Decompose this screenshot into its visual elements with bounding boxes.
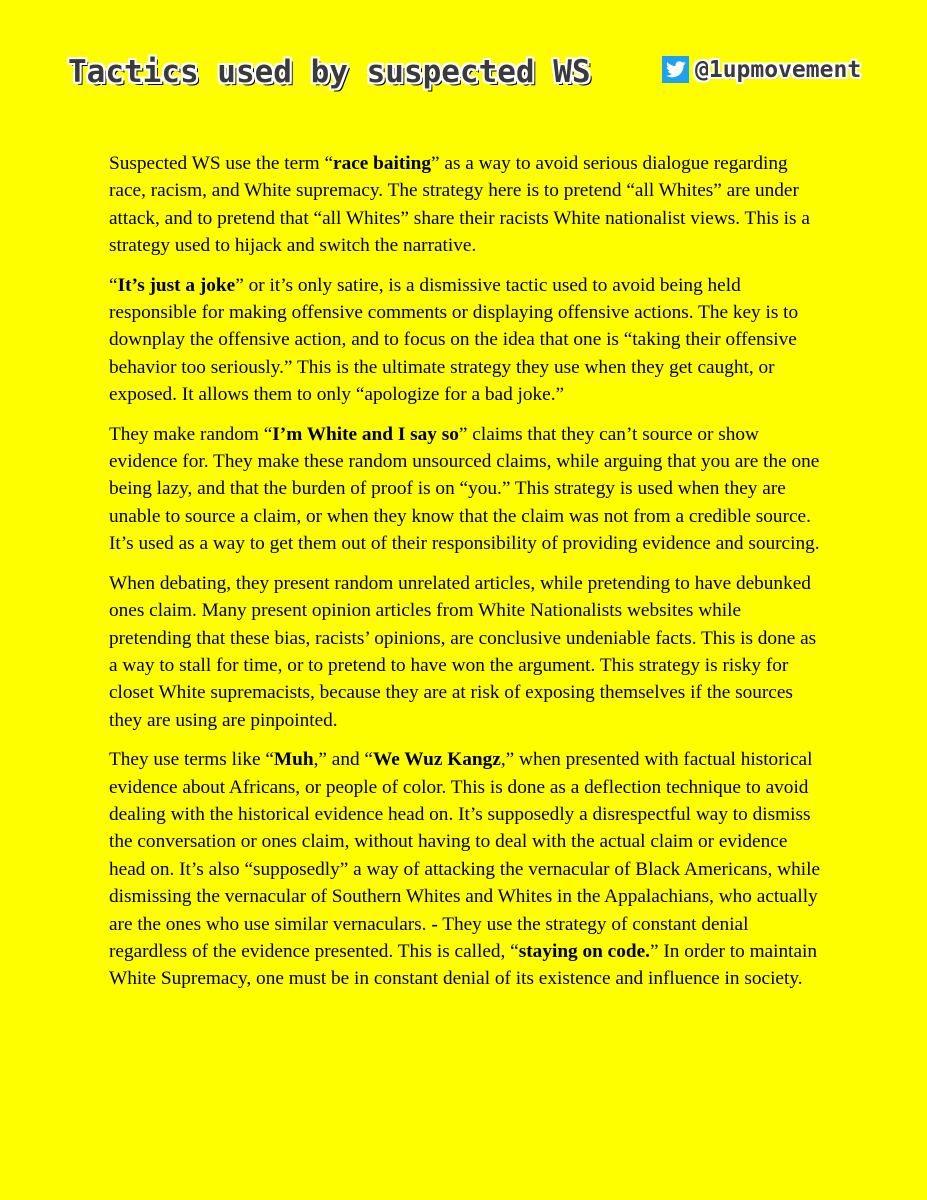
paragraph-i-say-so — [109, 421, 824, 558]
paragraph-text: ,” and “ — [313, 749, 373, 771]
bold-term: It’s just a joke — [117, 274, 236, 296]
paragraph-text: ” as a way to avoid serious dialogue regarding race, racism, and White supremacy. The strategy here is to pretend “all Whites” are under attack, and to pretend that “all Whites” share their racists White nationalist views. This is a strategy used to hijack and switch the narrative. — [109, 153, 810, 257]
twitter-handle-banner — [662, 56, 861, 83]
bold-term: We Wuz Kangz — [373, 749, 501, 771]
paragraph-text: They use the strategy of constant denial regardless of the evidence presented. This is called, “ — [109, 913, 749, 962]
bold-term: I’m White and I say so — [272, 423, 459, 445]
paragraph-debating: When debating, they present random unrelated articles, while pretending to have debunked ones claim. Many present opinion articles from White Nationalists websites while pretending that these bias, racists’ opinions, are conclusive undeniable facts. This is done as a way to stall for time, or to pretend to have won the argument. This strategy is risky for closet White supremacists, because they are at risk of exposing themselves if the sources they are using are pinpointed. — [109, 572, 817, 731]
bold-dash: - — [431, 913, 438, 935]
paragraph-text: They use terms like “ — [109, 749, 274, 771]
twitter-bird-icon — [662, 56, 689, 83]
article-body — [109, 150, 824, 1005]
bold-term: race baiting — [333, 153, 432, 174]
paragraph-race-baiting — [109, 150, 824, 260]
paragraph-text: “ — [109, 274, 118, 296]
bold-term: staying on code. — [518, 940, 650, 962]
paragraph-text: ” or it’s only satire, is a dismissive tactic used to avoid being held responsible for making offensive comments or displaying offensive actions. The key is to downplay the offensive action, and to focus on the idea that one is “taking their offensive behavior too seriously.” This is the ultimate strategy they use when they get caught, or exposed. It allows them to only “apologize for a bad joke.” — [109, 274, 799, 406]
twitter-handle: @1upmovement — [695, 56, 862, 83]
paragraph-muh-kangz — [109, 746, 824, 993]
paragraph-text: They make random “ — [109, 423, 273, 445]
bold-term: Muh — [273, 749, 314, 771]
paragraph-text: ” claims that they can’t source or show evidence for. They make these random unsourced claims, while arguing that you are the one being lazy, and that the burden of proof is on “you.” This strategy is used when they are unable to source a claim, or when they know that the claim was not from a credible source. It’s used as a way to get them out of their responsibility of providing evidence and sourcing. — [109, 423, 820, 555]
paragraph-just-a-joke — [109, 272, 824, 409]
paragraph-text: ,” when presented with factual historical evidence about Africans, or people of color. This is done as a deflection technique to avoid dealing with the historical evidence head on. It’s supposedly a disrespectful way to dismiss the conversation or ones claim, without having to deal with the actual claim or evidence head on. It’s also “supposedly” a way of attacking the vernacular of Black Americans, while dismissing the vernacular of Southern Whites and Whites in the Appalachians, who actually are the ones who use similar vernaculars. — [109, 749, 821, 935]
page-title: Tactics used by suspected WS — [68, 54, 591, 90]
paragraph-text: ” In order to maintain White Supremacy, one must be in constant denial of its existence and influence in society. — [109, 940, 818, 990]
paragraph-text: Suspected WS use the term “ — [109, 153, 334, 174]
